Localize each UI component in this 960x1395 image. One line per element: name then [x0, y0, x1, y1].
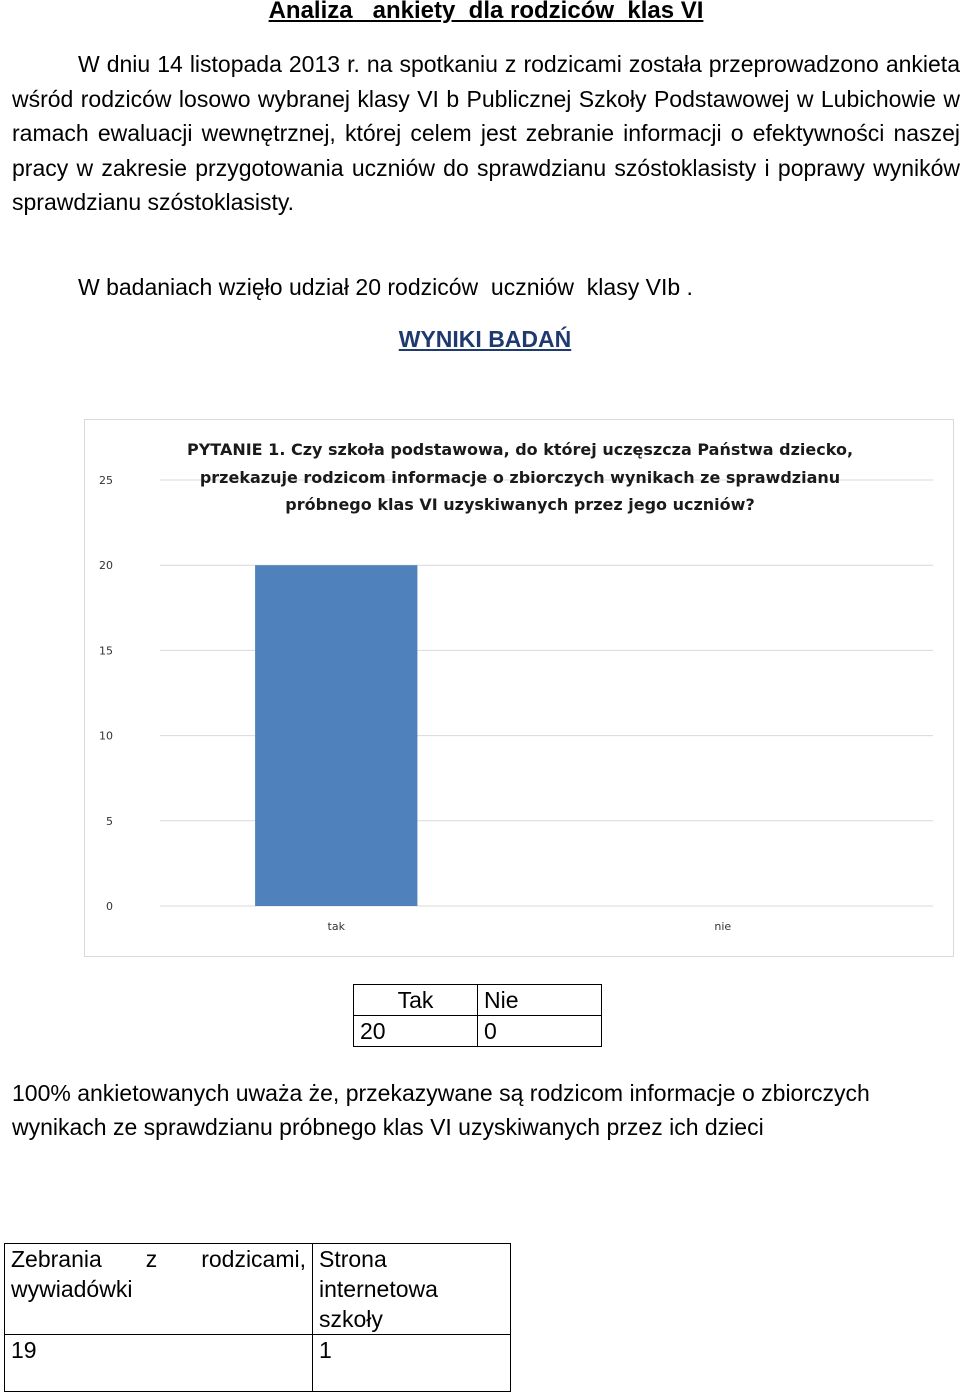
channels-table [4, 1243, 511, 1392]
answers-value-nie: 0 [478, 1016, 602, 1047]
answers-value-tak: 20 [354, 1016, 478, 1047]
channels-header-website: Strona internetowa szkoły [313, 1244, 511, 1335]
participants-text: W badaniach wzięło udział 20 rodziców uczniów klasy VIb . [78, 274, 693, 300]
answers-header-tak: Tak [354, 985, 478, 1016]
channels-header-row [5, 1244, 511, 1335]
y-tick-label: 5 [106, 814, 113, 828]
bar-tak [255, 565, 417, 906]
chart-title: PYTANIE 1. Czy szkoła podstawowa, do której uczęszcza Państwa dziecko, przekazuje rodzicom informacje o zbiorczych wynikach ze sprawdzianu próbnego klas VI uzyskiwanych przez jego uczniów? [186, 440, 854, 514]
y-tick-label: 20 [99, 559, 113, 573]
answers-header-nie: Nie [478, 985, 602, 1016]
answers-table [353, 984, 602, 1047]
x-tick-label: nie [714, 920, 732, 933]
y-tick-label: 10 [99, 729, 113, 743]
question-1-chart [84, 419, 954, 957]
channels-value-website: 1 [313, 1335, 511, 1392]
y-tick-label: 0 [106, 900, 113, 913]
channels-header-meetings: Zebrania z rodzicami, wywiadówki [5, 1244, 313, 1335]
intro-paragraph [12, 47, 960, 220]
channels-value-row [5, 1335, 511, 1392]
x-tick-label: tak [327, 920, 345, 933]
y-tick-label: 15 [99, 644, 113, 658]
results-heading: WYNIKI BADAŃ [398, 326, 572, 352]
y-tick-label: 25 [99, 474, 113, 487]
conclusion-text: 100% ankietowanych uważa że, przekazywane są rodzicom informacje o zbiorczych wynikach ze sprawdzianu próbnego klas VI uzyskiwanych przez ich dzieci [12, 1080, 870, 1140]
intro-text: W dniu 14 listopada 2013 r. na spotkaniu z rodzicami została przeprowadzono ankieta wśród rodziców losowo wybranej klasy VI b Publicznej Szkoły Podstawowej w Lubichowie w ramach ewaluacji wewnętrznej, której celem jest zebranie informacji o efektywności naszej pracy w zakresie przygotowania uczniów do sprawdzianu szóstoklasisty i poprawy wyników sprawdzianu szóstoklasisty. [12, 51, 960, 215]
document-title: Analiza ankiety dla rodziców klas VI [268, 0, 704, 24]
answers-value-row [354, 1016, 602, 1047]
channels-value-meetings: 19 [5, 1335, 313, 1392]
answers-header-row [354, 985, 602, 1016]
